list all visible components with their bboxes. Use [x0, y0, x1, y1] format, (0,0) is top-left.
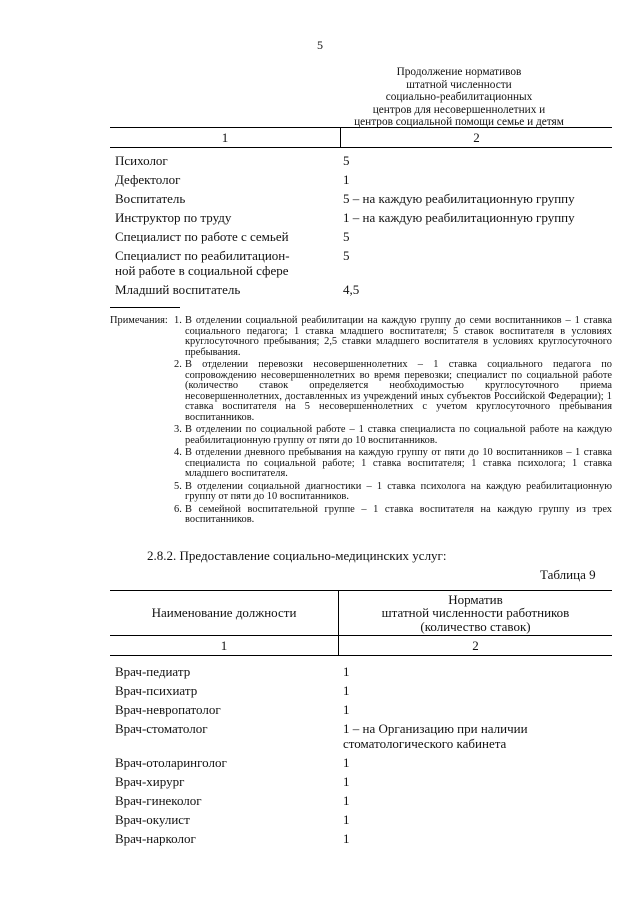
position-name: Специалист по реабилитацион- ной работе в социальной сфере — [115, 248, 290, 278]
position-name: Врач-окулист — [115, 812, 190, 827]
table2-col2-title — [339, 591, 612, 635]
note-number: 5. — [174, 480, 182, 492]
position-name: Дефектолог — [115, 172, 181, 187]
table-row — [115, 172, 615, 187]
page-number: 5 — [317, 38, 323, 52]
notes-lead: Примечания: — [110, 315, 168, 326]
table-row — [115, 793, 615, 808]
note-item — [174, 425, 612, 446]
table-row — [115, 282, 615, 297]
position-name: Врач-психиатр — [115, 683, 198, 698]
table-row — [115, 210, 615, 225]
note-item — [174, 448, 612, 480]
position-name: Врач-гинеколог — [115, 793, 202, 808]
position-name: Врач-педиатр — [115, 664, 191, 679]
continuation-line: центров социальной помощи семье и детям — [354, 116, 564, 128]
position-value: 1 — [343, 793, 350, 808]
position-name: Врач-невропатолог — [115, 702, 221, 717]
note-text: В отделении социальной реабилитации на каждую группу до семи воспитанников – 1 ставка социального педагога; 1 ставка младшего воспитателя; 5 ставок воспитателя в условиях круглосуточного пребывания; 2,5 ставки младшего воспитателя в условиях круглосуточного пребывания. — [185, 315, 612, 358]
note-text: В отделении перевозки несовершеннолетних – 1 ставка социального педагога по сопровождению несовершеннолетних во время перевозки; специалист по социальной работе (количество ставок определяется необходимостью круглосуточного приема несовершеннолетних, доставленных из учреждений иных субъектов Российской Федерации); 1 ставка воспитателя на 5 несовершеннолетних с учетом круглосуточного пребывания воспитанников. — [185, 359, 612, 423]
position-value: 1 — [343, 664, 350, 679]
position-value: 1 — [343, 812, 350, 827]
position-name: Младший воспитатель — [115, 282, 241, 297]
position-name: Специалист по работе с семьей — [115, 229, 289, 244]
table2-header-numbers — [110, 636, 612, 655]
position-value: 1 — [343, 774, 350, 789]
position-value: 1 — [343, 755, 350, 770]
table-row — [115, 683, 615, 698]
continuation-heading — [300, 66, 618, 129]
note-number: 1. — [174, 315, 182, 326]
col2-title-line: Норматив — [448, 591, 503, 607]
table1-body — [115, 153, 615, 301]
position-value: 1 — [343, 702, 350, 717]
continuation-line: штатной численности — [406, 78, 512, 91]
table-row — [115, 248, 615, 278]
table-row — [115, 774, 615, 789]
position-value: 4,5 — [343, 282, 360, 297]
note-text: В отделении по социальной работе – 1 ставка специалиста по социальной работе на каждую реабилитационную группу от пяти до 10 воспитанников. — [185, 424, 612, 446]
table-row — [115, 702, 615, 717]
position-value: 1 — [343, 172, 350, 187]
continuation-line: Продолжение нормативов — [396, 66, 522, 78]
note-number: 4. — [174, 447, 182, 458]
position-value: 1 – на Организацию при наличии стоматологического кабинета — [343, 721, 528, 751]
table-row — [115, 229, 615, 244]
table1-header-col1: 1 — [110, 128, 341, 147]
table1-header-col2: 2 — [473, 130, 480, 145]
table2-header-titles — [110, 591, 612, 636]
section-title: 2.8.2. Предоставление социально-медицинских услуг: — [147, 548, 447, 563]
notes-divider — [110, 307, 180, 308]
position-value: 1 — [343, 831, 350, 846]
position-name: Воспитатель — [115, 191, 186, 206]
note-text: В отделении дневного пребывания на каждую группу от пяти до 10 воспитанников – 1 ставка специалиста по социальной работе; 1 ставка воспитателя; 1 ставка психолога; 1 ставка младшего воспитателя. — [185, 447, 612, 479]
table1-header — [110, 127, 612, 148]
note-item — [174, 360, 612, 423]
note-number: 3. — [174, 424, 182, 435]
position-name: Психолог — [115, 153, 168, 168]
table2-header-col1: 1 — [110, 636, 339, 655]
table2-header — [110, 590, 612, 656]
table2-body — [115, 664, 615, 850]
position-value: 5 — [343, 229, 350, 244]
position-name: Врач-отоларинголог — [115, 755, 227, 770]
note-text: В семейной воспитательной группе – 1 ставка воспитателя на каждую группу из трех воспитанников. — [185, 503, 612, 525]
position-value: 5 – на каждую реабилитационную группу — [343, 191, 575, 206]
col2-title-line: штатной численности работников — [381, 605, 570, 621]
table-label: Таблица 9 — [540, 567, 596, 582]
position-value: 5 — [343, 153, 350, 168]
table-row — [115, 812, 615, 827]
note-number: 2. — [174, 359, 182, 370]
note-text: В отделении социальной диагностики – 1 ставка психолога на каждую реабилитационную группу от пяти до 10 воспитанников. — [185, 480, 612, 502]
col2-title-line: (количество ставок) — [420, 618, 531, 634]
notes-list — [174, 316, 612, 528]
position-name: Инструктор по труду — [115, 210, 232, 225]
table2-col1-title: Наименование должности — [110, 591, 339, 635]
table-row — [115, 153, 615, 168]
table-row — [115, 831, 615, 846]
position-value: 1 — [343, 683, 350, 698]
position-name: Врач-хирург — [115, 774, 185, 789]
note-item — [174, 482, 612, 503]
table2-header-col2: 2 — [472, 638, 479, 653]
position-name: Врач-стоматолог — [115, 721, 208, 736]
continuation-line: социально-реабилитационных — [385, 91, 533, 103]
table-row — [115, 664, 615, 679]
position-name: Врач-нарколог — [115, 831, 196, 846]
note-item — [174, 505, 612, 526]
table-row — [115, 721, 615, 751]
table-row — [115, 755, 615, 770]
note-item — [174, 316, 612, 358]
continuation-line: центров для несовершеннолетних и — [372, 103, 546, 116]
table-row — [115, 191, 615, 206]
position-value: 1 – на каждую реабилитационную группу — [343, 210, 575, 225]
position-value: 5 — [343, 248, 350, 263]
note-number: 6. — [174, 503, 182, 515]
